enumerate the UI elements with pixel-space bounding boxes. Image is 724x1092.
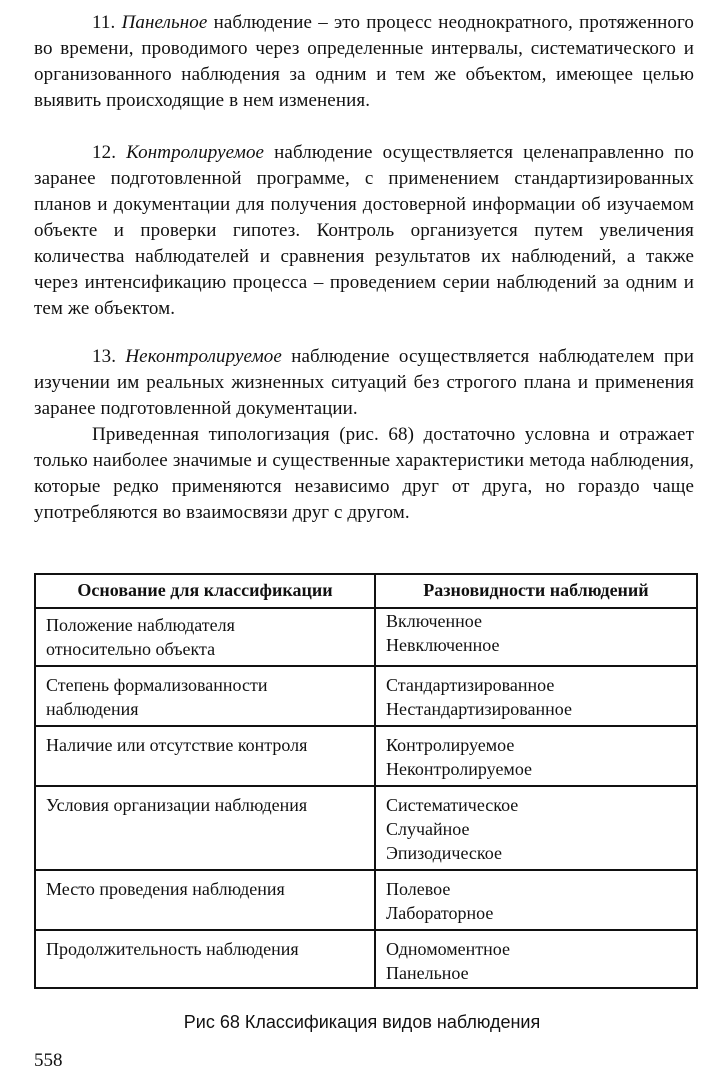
item-number: 11.	[92, 12, 116, 33]
table-header-row	[36, 575, 696, 609]
basis-cell	[36, 727, 374, 785]
type-line: Включенное	[386, 611, 483, 631]
type-line: Панельное	[386, 963, 469, 983]
type-line: Контролируемое	[386, 735, 515, 755]
paragraph-uncontrolled-observation	[34, 344, 694, 422]
classification-table	[34, 573, 698, 989]
basis-line: Продолжительность наблюдения	[46, 939, 299, 959]
basis-line: Степень формализованности	[46, 675, 268, 695]
basis-cell	[36, 667, 374, 725]
item-number: 12.	[92, 142, 117, 163]
paragraph-text: наблюдение осуществляется наблюдателем при изучении им реальных жизненных ситуаций без строгого плана и применения заранее подготовленной документации.	[34, 346, 694, 419]
basis-line: Положение наблюдателя	[46, 615, 235, 635]
page-number: 558	[34, 1050, 63, 1071]
basis-line: Условия организации наблюдения	[46, 795, 308, 815]
table-row	[36, 727, 696, 787]
paragraph-controlled-observation	[34, 140, 694, 322]
types-cell	[374, 787, 696, 869]
term-italic: Контролируемое	[126, 142, 265, 163]
table-row	[36, 931, 696, 987]
basis-line: относительно объекта	[46, 639, 216, 659]
paragraph-text: наблюдение осуществляется целенаправленно по заранее подготовленной программе, с применением стандартизированных планов и документации для получения достоверной информации об изучаемом объекте и проверки гипотез. Контроль организуется путем увеличения количества наблюдателей и сравнения результатов их наблюдений, а также через интенсификацию процесса – проведением серии наблюдений за одним и тем же объектом.	[34, 142, 694, 319]
type-line: Систематическое	[386, 795, 519, 815]
type-line: Нестандартизированное	[386, 699, 573, 719]
type-line: Эпизодическое	[386, 843, 502, 863]
types-cell	[374, 667, 696, 725]
basis-line: Наличие или отсутствие контроля	[46, 735, 308, 755]
term-italic: Неконтролируемое	[125, 346, 282, 367]
type-line: Одномоментное	[386, 939, 510, 959]
paragraph-typology-note	[34, 422, 694, 526]
types-cell	[374, 609, 696, 665]
term-italic: Панельное	[121, 12, 208, 33]
table-row	[36, 667, 696, 727]
basis-cell	[36, 931, 374, 987]
figure-caption: Рис 68 Классификация видов наблюдения	[183, 1012, 541, 1032]
type-line: Полевое	[386, 879, 451, 899]
type-line: Лабораторное	[386, 903, 494, 923]
type-line: Неконтролируемое	[386, 759, 533, 779]
types-cell	[374, 727, 696, 785]
types-cell	[374, 931, 696, 987]
paragraph-panel-observation	[34, 10, 694, 114]
basis-line: наблюдения	[46, 699, 139, 719]
basis-cell	[36, 609, 374, 665]
table-row	[36, 871, 696, 931]
basis-cell	[36, 871, 374, 929]
type-line: Невключенное	[386, 635, 500, 655]
type-line: Случайное	[386, 819, 470, 839]
type-line: Стандартизированное	[386, 675, 555, 695]
types-cell	[374, 871, 696, 929]
table-row	[36, 609, 696, 667]
item-number: 13.	[92, 346, 117, 367]
table-row	[36, 787, 696, 871]
header-types: Разновидности наблюдений	[374, 575, 696, 607]
basis-cell	[36, 787, 374, 869]
paragraph-text: Приведенная типологизация (рис. 68) достаточно условна и отражает только наиболее значимые и существенные характеристики метода наблюдения, которые редко применяются независимо друг от друга, но гораздо чаще употребляются во взаимосвязи друг с другом.	[34, 424, 694, 523]
header-basis: Основание для классификации	[77, 580, 333, 600]
basis-line: Место проведения наблюдения	[46, 879, 285, 899]
paragraph-text: наблюдение – это процесс неоднократного, протяженного во времени, проводимого через определенные интервалы, систематического и организованного наблюдения за одним и тем же объектом, имеющее целью выявить происходящие в нем изменения.	[34, 12, 694, 111]
